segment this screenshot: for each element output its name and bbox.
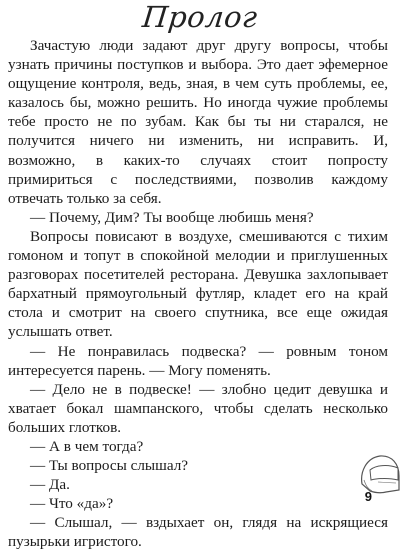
paragraph: — Не понравилась подвеска? — ровным тоном интересуется парень. — Могу поменять. [8, 342, 388, 379]
body-text [8, 36, 388, 552]
page-number: 9 [364, 489, 372, 504]
paragraph: Вопросы повисают в воздухе, смешиваются с тихим гомоном и топут в спокойной мелодии и приглушенных разговорах посетителей ресторана. Девушка захлопывает бархатный прямоугольный футляр, кладет его на край стола и смотрит на своего спутника, все еще ожидая услышать ответ. [8, 227, 388, 341]
paragraph: Зачастую люди задают друг другу вопросы, чтобы узнать причины поступков и выбора. Это дает эфемерное ощущение контроля, ведь, зная, в чем суть проблемы, ее, казалось бы, можно решить. Но иногда чужие проблемы тебе просто не по зубам. Как бы ты ни старался, не получится ничего ни изменить, ни исправить. И, возможно, в каких-то случаях стоит попросту примириться с последствиями, позволив каждому отвечать только за себя. [8, 37, 388, 207]
helmet-icon [356, 450, 400, 498]
chapter-title: Пролог [140, 0, 260, 34]
paragraph: — Да. [30, 476, 70, 494]
paragraph: — Ты вопросы слышал? [30, 457, 189, 475]
paragraph: — А в чем тогда? [30, 437, 144, 455]
paragraph: — Почему, Дим? Ты вообще любишь меня? [30, 208, 314, 226]
paragraph: — Слышал, — вздыхает он, глядя на искрящиеся пузырьки игристого. [8, 514, 388, 551]
paragraph: — Дело не в подвеске! — злобно цедит девушка и хватает бокал шампанского, чтобы сделать несколько больших глотков. [8, 380, 388, 436]
paragraph: — Что «да»? [30, 495, 114, 513]
